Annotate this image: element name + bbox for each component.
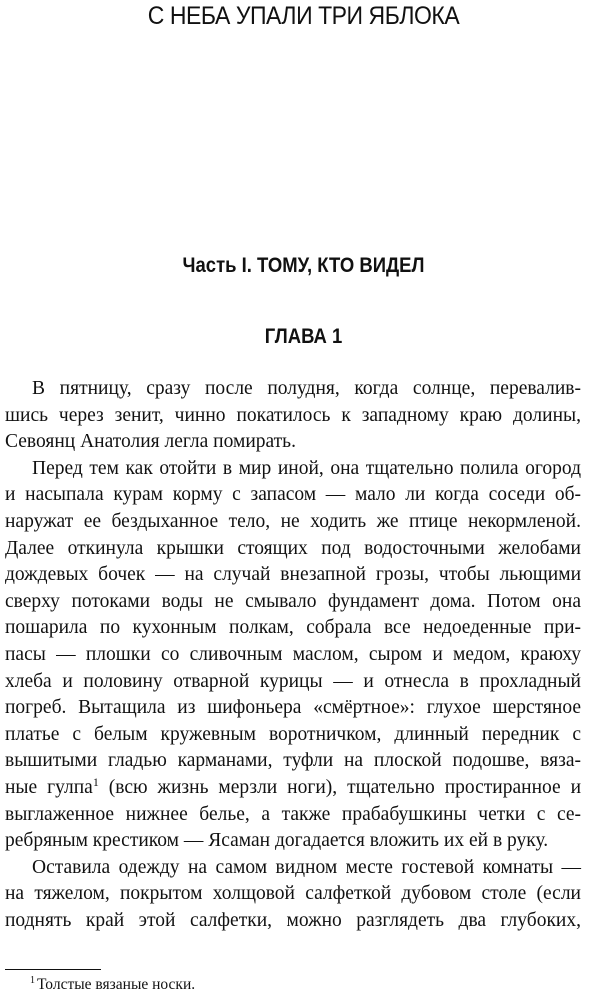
text-line: Далее откинула крышки стоящих под водосточными желобами xyxy=(5,537,581,559)
text-line: выглаженное нижнее белье, а также прабабушкины четки с се- xyxy=(5,803,581,825)
text-line: дождевых бочек — на случай внезапной грозы, чтобы льющими xyxy=(5,564,581,586)
text-line: шись через зенит, чинно покатилось к западному краю долины, xyxy=(5,404,581,426)
running-title: С НЕБА УПАЛИ ТРИ ЯБЛОКА xyxy=(147,2,460,30)
text-fragment: (всю жизнь мерзли ноги), тщательно простиранное и xyxy=(108,776,582,798)
text-line: платье с белым кружевным воротничком, длинный передник с xyxy=(5,723,581,745)
text-line: Севоянц Анатолия легла помирать. xyxy=(5,431,296,453)
text-line: наружат ее бездыханное тело, не ходить же птице некормленой. xyxy=(5,510,581,532)
text-line: ребряным крестиком — Ясаман догадается вложить их ей в руку. xyxy=(5,830,549,852)
chapter-body xyxy=(5,376,581,934)
text-line: поднять край этой салфетки, можно разглядеть два глубоких, xyxy=(5,909,581,931)
text-line: пошарила по кухонным полкам, собрала все недоеденные при- xyxy=(5,617,581,639)
text-line: вышитыми гладью карманами, туфли на плоской подошве, вяза- xyxy=(5,750,581,772)
text-line: погреб. Вытащила из шифоньера «смёртное»: глухое шерстяное xyxy=(5,697,581,719)
text-line: Перед тем как отойти в мир иной, она тщательно полила огород xyxy=(32,457,581,479)
text-line-with-footnote xyxy=(5,775,581,802)
footnote-divider xyxy=(5,969,101,970)
footnote xyxy=(30,974,195,996)
text-line: и насыпала курам корму с запасом — мало ли когда соседи об- xyxy=(5,484,581,506)
text-line: В пятницу, сразу после полудня, когда солнце, перевалив- xyxy=(32,378,581,399)
footnote-reference[interactable]: 1 xyxy=(92,774,99,789)
footnote-text: Толстые вязаные носки. xyxy=(37,976,196,993)
chapter-heading: ГЛАВА 1 xyxy=(264,325,343,348)
text-line: Оставила одежду на самом видном месте гостевой комнаты — xyxy=(32,856,581,878)
text-line: на тяжелом, покрытом холщовой салфеткой дубовом столе (если xyxy=(5,883,581,905)
text-line: хлеба и половину отварной курицы — и отнесла в прохладный xyxy=(5,670,581,692)
text-line: пасы — плошки со сливочным маслом, сыром и медом, краюху xyxy=(5,643,581,665)
text-line: сверху потоками воды не смывало фундамент дома. Потом она xyxy=(5,590,581,612)
part-heading: Часть I. ТОМУ, КТО ВИДЕЛ xyxy=(182,254,425,277)
text-fragment: ные гулпа xyxy=(5,776,93,798)
footnote-marker: 1 xyxy=(30,975,35,986)
